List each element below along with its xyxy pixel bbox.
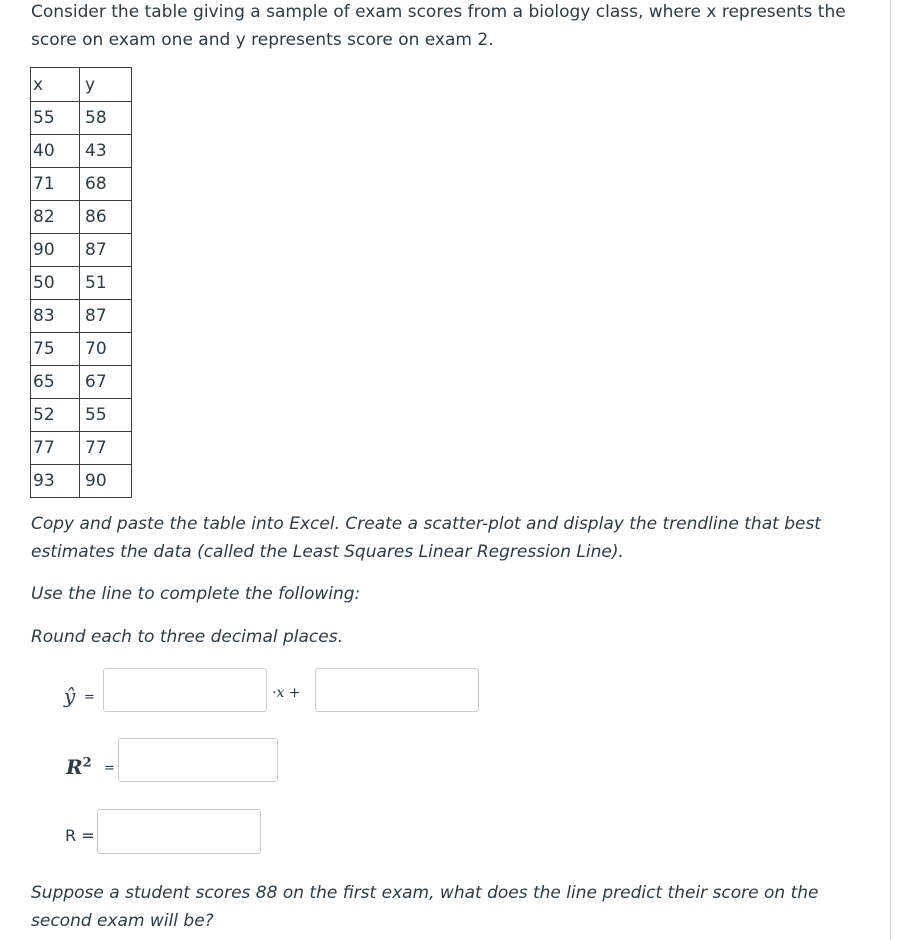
slope-input[interactable] (103, 668, 267, 712)
yhat-symbol: ŷ (64, 684, 76, 708)
table-row (31, 399, 132, 432)
cell-x: 93 (31, 465, 80, 498)
table-row (31, 333, 132, 366)
table-row (31, 267, 132, 300)
cell-x: 65 (31, 366, 80, 399)
cell-y: 51 (80, 267, 132, 300)
cell-x: 52 (31, 399, 80, 432)
cell-y: 68 (80, 168, 132, 201)
r-label: R = (65, 826, 95, 845)
table-row (31, 201, 132, 234)
times-x-label: ·x + (272, 685, 301, 701)
cell-x: 83 (31, 300, 80, 333)
r-squared-exponent: 2 (82, 755, 92, 771)
cell-x: 50 (31, 267, 80, 300)
cell-x: 75 (31, 333, 80, 366)
instruction-copy: Copy and paste the table into Excel. Create a scatter-plot and display the trendline that best estimates the data (called the Least Squares Linear Regression Line). (31, 514, 821, 562)
score-table-body (31, 68, 132, 498)
cell-x: 71 (31, 168, 80, 201)
question-intro: Consider the table giving a sample of exam scores from a biology class, where x represents the score on exam one and y represents score on exam 2. (31, 2, 846, 50)
cell-x: 55 (31, 102, 80, 135)
r-squared-equals: = (104, 761, 115, 776)
cell-y: 87 (80, 300, 132, 333)
followup-question: Suppose a student scores 88 on the first exam, what does the line predict their score on the second exam will be? (31, 883, 819, 931)
r-squared-label: $R^2$ (66, 755, 92, 779)
cell-y: 43 (80, 135, 132, 168)
cell-y: 58 (80, 102, 132, 135)
equation-equals: = (84, 690, 95, 705)
table-row (31, 465, 132, 498)
r-input[interactable] (97, 809, 261, 854)
cell-x: 90 (31, 234, 80, 267)
cell-y: 90 (80, 465, 132, 498)
cell-y: 86 (80, 201, 132, 234)
table-row (31, 300, 132, 333)
header-y: y (80, 68, 132, 102)
cell-x: 40 (31, 135, 80, 168)
table-header-row (31, 68, 132, 102)
table-row (31, 168, 132, 201)
cell-y: 70 (80, 333, 132, 366)
r-squared-input[interactable] (118, 738, 278, 782)
cell-y: 87 (80, 234, 132, 267)
table-row (31, 366, 132, 399)
table-row (31, 432, 132, 465)
cell-y: 77 (80, 432, 132, 465)
instruction-use: Use the line to complete the following: (31, 584, 361, 604)
cell-x: 77 (31, 432, 80, 465)
intercept-input[interactable] (315, 668, 479, 712)
table-row (31, 234, 132, 267)
score-table (30, 67, 132, 498)
table-row (31, 135, 132, 168)
cell-y: 55 (80, 399, 132, 432)
instruction-round: Round each to three decimal places. (31, 627, 344, 647)
cell-y: 67 (80, 366, 132, 399)
cell-x: 82 (31, 201, 80, 234)
header-x: x (31, 68, 80, 102)
table-row (31, 102, 132, 135)
